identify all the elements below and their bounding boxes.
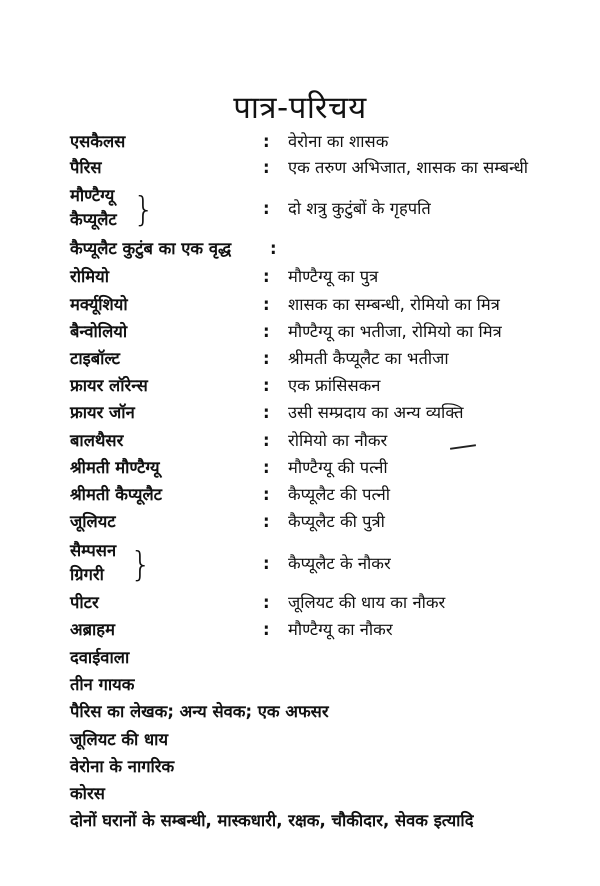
character-description: मौण्टैग्यू की पत्नी [288,458,388,477]
character-description: मौण्टैग्यू का नौकर [288,620,393,639]
character-name: कैप्यूलैट कुटुंब का एक वृद्ध [70,239,232,258]
other-character-row [70,754,570,780]
character-name: मौण्टैग्यू [70,186,115,205]
character-name: श्रीमती मौण्टैग्यू [70,458,160,477]
character-name: दोनों घरानों के सम्बन्धी, मास्कधारी, रक्षक, चौकीदार, सेवक इत्यादि [70,811,474,830]
character-row [70,482,570,508]
other-character-row [70,781,570,807]
other-character-row [70,672,570,698]
character-description: मौण्टैग्यू का भतीजा, रोमियो का मित्र [288,322,502,341]
group-brace: } [130,545,152,585]
other-character-row [70,645,570,671]
character-description: कैप्यूलैट की पुत्री [288,512,385,531]
character-name: टाइबॉल्ट [70,349,120,368]
separator-colon: : [263,512,270,531]
character-row [70,400,570,426]
character-description: एक तरुण अभिजात, शासक का सम्बन्धी [288,158,529,177]
separator-colon: : [263,620,270,639]
character-name: श्रीमती कैप्यूलैट [70,485,162,504]
character-row [70,373,570,399]
separator-colon: : [263,485,270,504]
character-row [70,428,570,454]
character-row [70,617,570,643]
character-name: बैन्वोलियो [70,322,128,341]
separator-colon: : [263,458,270,477]
separator-colon: : [263,267,270,286]
character-name: पैरिस [70,158,102,177]
separator-colon: : [263,593,270,612]
character-group [70,538,570,592]
character-description: रोमियो का नौकर [288,431,388,450]
separator-colon: : [263,132,270,151]
character-name: फ्रायर लॉरेन्स [70,376,148,395]
other-character-row [70,808,570,834]
character-name: बालथैसर [70,431,124,450]
character-description: श्रीमती कैप्यूलैट का भतीजा [288,349,449,368]
character-name: एसकैलस [70,132,126,151]
separator-colon: : [270,239,277,258]
character-row [70,319,570,345]
character-row [70,455,570,481]
character-row [70,264,570,290]
character-description: मौण्टैग्यू का पुत्र [288,267,379,286]
character-description: दो शत्रु कुटुंबों के गृहपति [288,199,431,218]
character-name: जूलियट [70,512,116,531]
character-description: एक फ्रांसिसकन [288,376,381,395]
separator-colon: : [263,403,270,422]
character-description: कैप्यूलैट के नौकर [288,554,391,573]
character-description: उसी सम्प्रदाय का अन्य व्यक्ति [288,403,464,422]
character-description: कैप्यूलैट की पत्नी [288,485,391,504]
character-name: रोमियो [70,267,110,286]
separator-colon: : [263,431,270,450]
character-row [70,346,570,372]
character-name: कैप्यूलैट [70,210,117,229]
separator-colon: : [263,349,270,368]
character-name: कोरस [70,784,105,803]
character-row [70,236,570,262]
character-name: सैम्पसन [70,541,117,560]
character-name: जूलियट की धाय [70,730,169,749]
character-name: पैरिस का लेखक; अन्य सेवक; एक अफसर [70,702,329,721]
character-row [70,129,570,155]
character-name: वेरोना के नागरिक [70,757,175,776]
separator-colon: : [263,322,270,341]
character-description: शासक का सम्बन्धी, रोमियो का मित्र [288,295,500,314]
separator-colon: : [263,199,270,218]
character-name: मर्क्यूशियो [70,295,128,314]
character-name: तीन गायक [70,675,135,694]
character-group [70,183,570,237]
character-name: फ्रायर जॉन [70,403,135,422]
character-row [70,292,570,318]
character-name: ग्रिगरी [70,565,104,584]
other-character-row [70,699,570,725]
group-brace: } [133,190,155,230]
separator-colon: : [263,554,270,573]
page-title: पात्र-परिचय [233,90,367,126]
character-description: वेरोना का शासक [288,132,389,151]
character-name: पीटर [70,593,99,612]
character-row [70,509,570,535]
character-name: अब्राहम [70,620,115,639]
character-description: जूलियट की धाय का नौकर [288,593,446,612]
other-character-row [70,727,570,753]
character-name: दवाईवाला [70,648,130,667]
separator-colon: : [263,295,270,314]
separator-colon: : [263,158,270,177]
separator-colon: : [263,376,270,395]
character-row [70,590,570,616]
character-row [70,155,570,181]
